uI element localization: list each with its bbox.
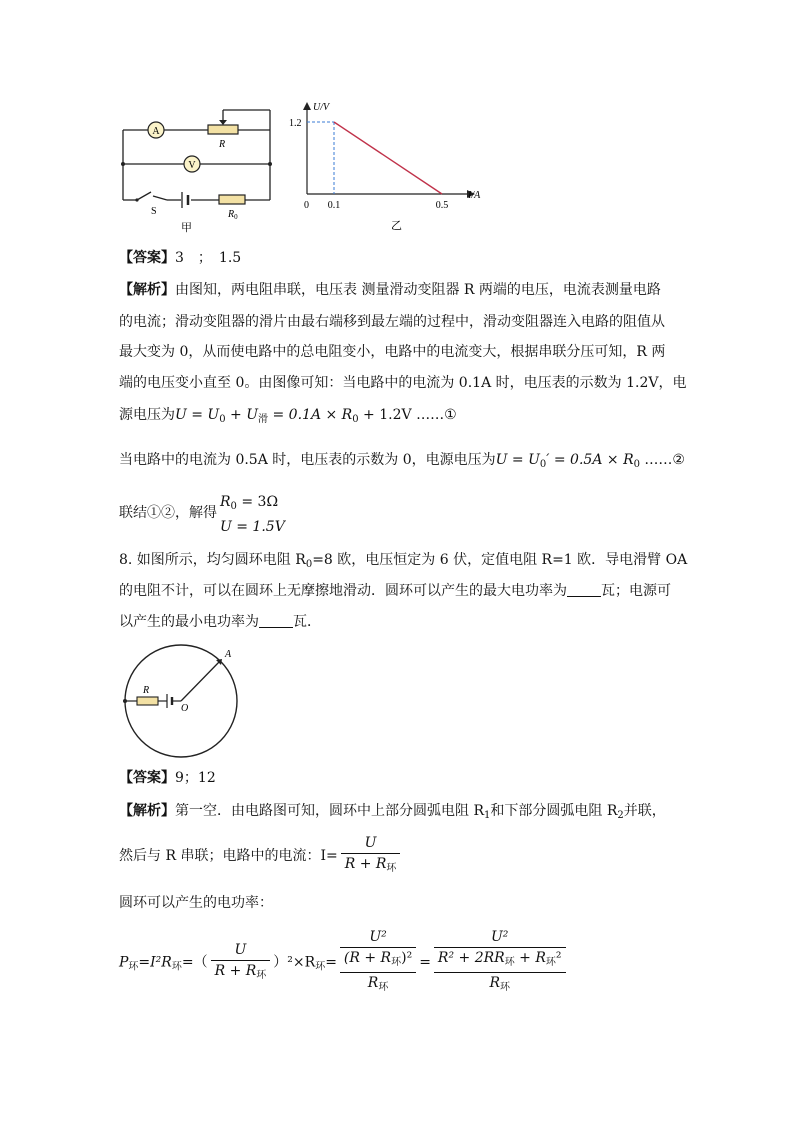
u-i-line (334, 122, 442, 194)
svg-text:V: V (188, 160, 196, 171)
circuit-diagram-jia (115, 100, 285, 235)
q7-analysis-l6: 当电路中的电流为 0.5A 时，电压表的示数为 0，电源电压为$U = U_0' = 0.5A \times R_0$ ……② (119, 452, 685, 470)
q8-power-equation: $P_环=I^2R_环=$（ $\frac{U}{R + R_环}$ ）$^2\times R_环=$ U² $(R + R_环)^2$ $R_环$ = U² $R^2 + 2RR_环 + R_环^2$ $R_环$ (119, 928, 569, 997)
q7-analysis-l4: 端的电压变小直至 0。由图像可知：当电路中的电流为 0.1A 时，电压表的示数为 1.2V，电 (119, 375, 687, 391)
y-axis-label: U/V (313, 102, 330, 113)
q7-analysis-l7: 联结①②，解得 (119, 505, 217, 521)
y-axis-arrow (303, 102, 311, 110)
svg-text:A: A (152, 126, 160, 137)
caption-yi: 乙 (391, 220, 402, 232)
x-tick-0-1: 0.1 (327, 200, 341, 211)
svg-text:R0: $R_0$ (228, 209, 238, 221)
rheostat-symbol (208, 120, 238, 150)
q7-analysis-l5: 源电压为$U = U_0 + U_滑 = 0.1A \times R_0 + 1.2V$ ……① (119, 407, 457, 425)
answer-blank-2[interactable] (259, 613, 293, 628)
sliding-arm-oa (181, 661, 220, 701)
q8-analysis-l2: 然后与 R 串联；电路中的电流：I= $\frac{U}{R + R_环}$ (119, 834, 403, 878)
svg-text:O: O (181, 703, 189, 714)
y-tick-1-2: 1.2 (289, 118, 302, 129)
q8-analysis-l3: 圆环可以产生的电功率： (119, 895, 273, 911)
q8-stem-l1: 8. 如图所示，均匀圆环电阻 $R_0=8$ 欧，电压恒定为 6 伏，定值电阻 R=1 欧．导电滑臂 OA (119, 552, 688, 570)
resistor-r-symbol (137, 697, 158, 705)
battery-symbol-ring (167, 694, 172, 708)
q8-stem-l2: 的电阻不计，可以在圆环上无摩擦地滑动．圆环可以产生的最大电功率为 瓦；电源可 (119, 583, 671, 599)
battery-symbol (182, 192, 188, 208)
x-axis-label: I/A (468, 190, 481, 201)
voltmeter-icon (184, 156, 200, 172)
u-i-graph (286, 96, 496, 238)
switch-symbol (135, 192, 151, 202)
svg-text:R: R (143, 685, 150, 696)
origin-label: 0 (304, 200, 309, 211)
x-tick-0-5: 0.5 (435, 200, 449, 211)
switch-label: S (151, 206, 157, 217)
ammeter-icon (148, 122, 164, 138)
q7-analysis-l1: 【解析】由图知，两电阻串联，电压表 测量滑动变阻器 R 两端的电压，电流表测量电路 (119, 282, 661, 298)
caption-jia: 甲 (181, 222, 192, 234)
ring-circuit-diagram (115, 640, 250, 765)
svg-text:R: R (219, 139, 226, 150)
q7-analysis-l3: 最大变为 0，从而使电路中的总电阻变小，电路中的电流变大，根据串联分压可知，R 两 (119, 344, 666, 360)
q7-solution: $R_0 = 3\Omega$ U = 1.5V (220, 494, 285, 535)
svg-text:A: A (225, 649, 232, 660)
q8-stem-l3: 以产生的最小电功率为 瓦． (119, 614, 321, 630)
resistor-r0-symbol (219, 195, 245, 221)
q8-answer: 【答案】9；12 (119, 770, 216, 786)
answer-blank-1[interactable] (567, 582, 601, 597)
q8-analysis-l1: 【解析】第一空．由电路图可知，圆环中上部分圆弧电阻 $R_1$和下部分圆弧电阻 $R_2$并联， (119, 803, 666, 821)
q7-answer: 【答案】3 ； 1.5 (119, 250, 242, 266)
q7-analysis-l2: 的电流；滑动变阻器的滑片由最右端移到最左端的过程中，滑动变阻器连入电路的阻值从 (119, 314, 665, 330)
